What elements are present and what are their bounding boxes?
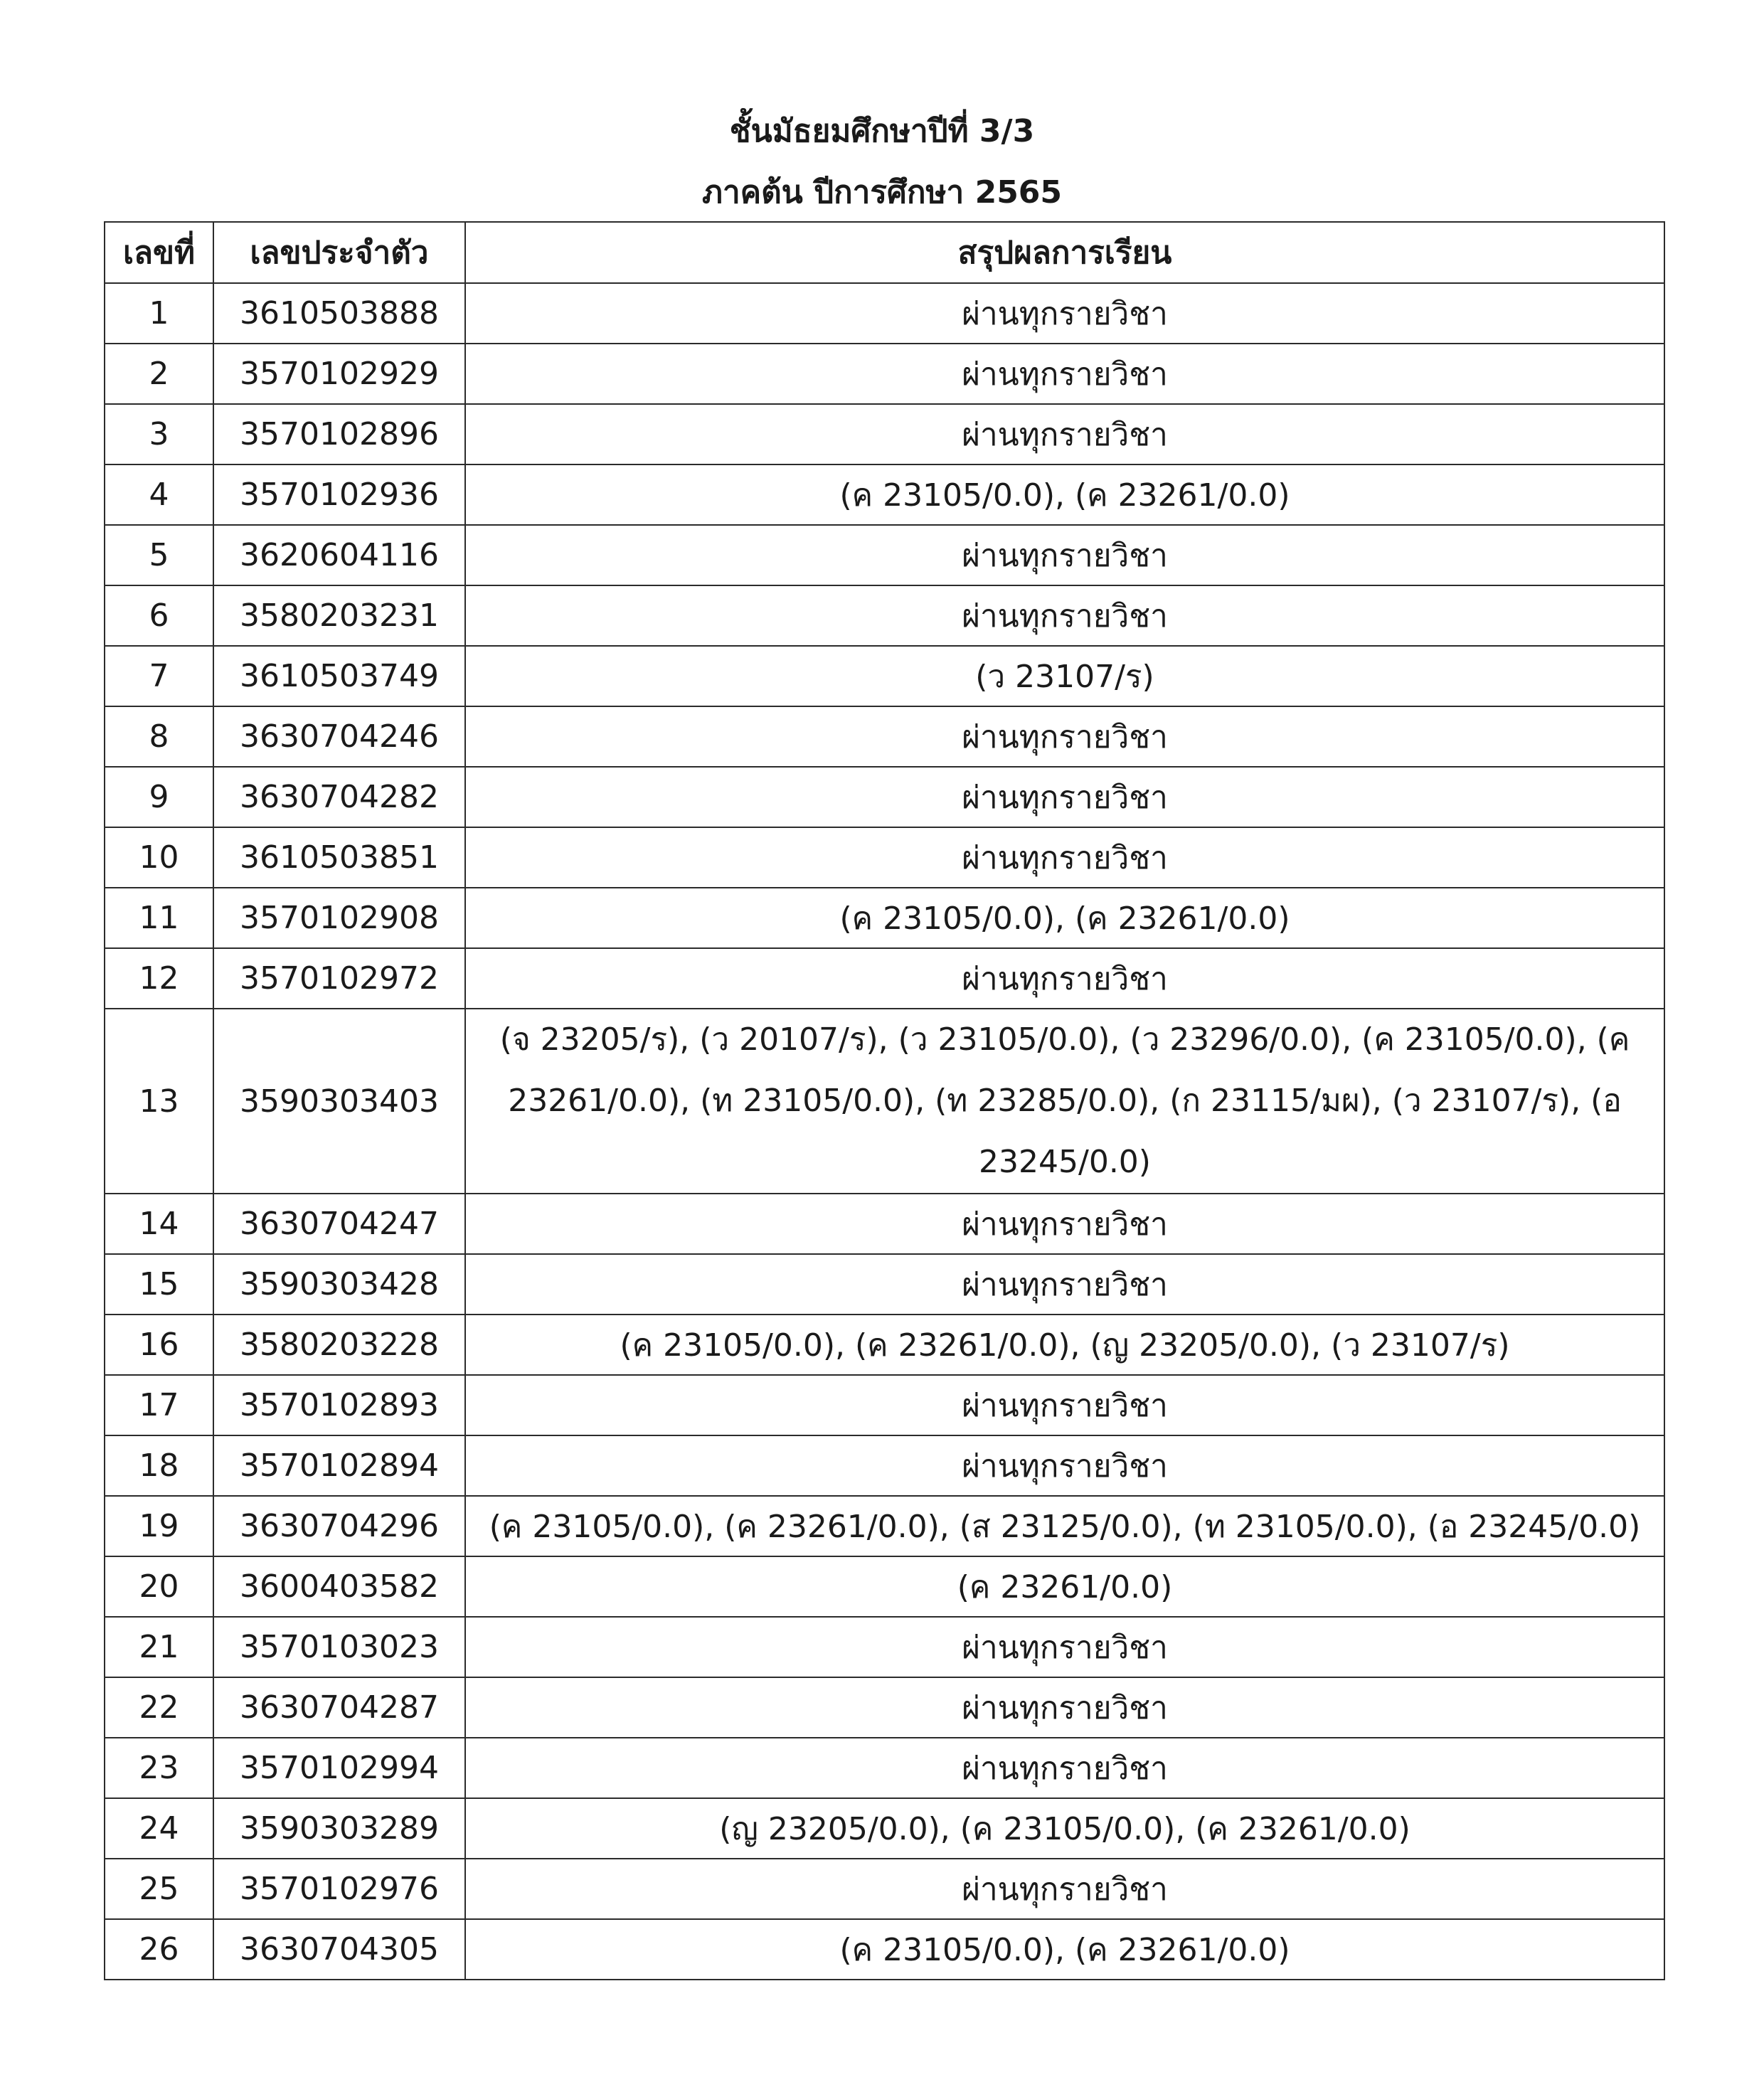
- cell-result: ผ่านทุกรายวิชา: [465, 827, 1664, 888]
- cell-student-id: 3610503888: [213, 283, 465, 344]
- cell-result: ผ่านทุกรายวิชา: [465, 948, 1664, 1009]
- cell-number: 23: [105, 1738, 213, 1798]
- cell-student-id: 3570102893: [213, 1375, 465, 1435]
- cell-student-id: 3630704246: [213, 706, 465, 767]
- cell-student-id: 3570102908: [213, 888, 465, 948]
- cell-number: 13: [105, 1009, 213, 1194]
- cell-result: (ค 23105/0.0), (ค 23261/0.0), (ส 23125/0.0), (ท 23105/0.0), (อ 23245/0.0): [465, 1496, 1664, 1556]
- table-row: [105, 1556, 1664, 1617]
- cell-result: (ว 23107/ร): [465, 646, 1664, 706]
- results-table: [104, 221, 1665, 1980]
- cell-number: 26: [105, 1919, 213, 1980]
- column-header-student-id: เลขประจำตัว: [213, 222, 465, 283]
- cell-result: ผ่านทุกรายวิชา: [465, 1194, 1664, 1254]
- table-row: [105, 525, 1664, 585]
- table-row: [105, 1798, 1664, 1859]
- cell-student-id: 3570103023: [213, 1617, 465, 1677]
- cell-result: (ค 23105/0.0), (ค 23261/0.0): [465, 1919, 1664, 1980]
- cell-number: 19: [105, 1496, 213, 1556]
- cell-student-id: 3610503851: [213, 827, 465, 888]
- cell-number: 7: [105, 646, 213, 706]
- cell-number: 21: [105, 1617, 213, 1677]
- cell-result: ผ่านทุกรายวิชา: [465, 344, 1664, 404]
- cell-number: 18: [105, 1435, 213, 1496]
- cell-result: ผ่านทุกรายวิชา: [465, 585, 1664, 646]
- cell-result: ผ่านทุกรายวิชา: [465, 1859, 1664, 1919]
- table-row: [105, 827, 1664, 888]
- cell-student-id: 3580203228: [213, 1315, 465, 1375]
- cell-student-id: 3580203231: [213, 585, 465, 646]
- cell-number: 1: [105, 283, 213, 344]
- table-row: [105, 767, 1664, 827]
- cell-result: (ญ 23205/0.0), (ค 23105/0.0), (ค 23261/0.0): [465, 1798, 1664, 1859]
- cell-number: 3: [105, 404, 213, 464]
- table-row: [105, 1315, 1664, 1375]
- cell-student-id: 3570102936: [213, 464, 465, 525]
- cell-student-id: 3610503749: [213, 646, 465, 706]
- table-header-row: [105, 222, 1664, 283]
- table-row: [105, 1677, 1664, 1738]
- cell-student-id: 3570102929: [213, 344, 465, 404]
- table-row: [105, 1254, 1664, 1315]
- cell-number: 22: [105, 1677, 213, 1738]
- cell-result: (จ 23205/ร), (ว 20107/ร), (ว 23105/0.0), (ว 23296/0.0), (ค 23105/0.0), (ค 23261/0.0), (ท 23105/0.0), (ท 23285/0.0), (ก 23115/มผ), (ว 23107/ร), (อ 23245/0.0): [465, 1009, 1664, 1194]
- cell-result: ผ่านทุกรายวิชา: [465, 1617, 1664, 1677]
- cell-number: 10: [105, 827, 213, 888]
- cell-student-id: 3570102972: [213, 948, 465, 1009]
- page-subtitle: ภาคต้น ปีการศึกษา 2565: [701, 174, 1063, 211]
- table-body: [105, 283, 1664, 1980]
- cell-student-id: 3570102976: [213, 1859, 465, 1919]
- column-header-result: สรุปผลการเรียน: [465, 222, 1664, 283]
- cell-number: 20: [105, 1556, 213, 1617]
- cell-result: (ค 23105/0.0), (ค 23261/0.0), (ญ 23205/0.0), (ว 23107/ร): [465, 1315, 1664, 1375]
- page-title: ชั้นมัธยมศึกษาปีที่ 3/3: [729, 113, 1035, 149]
- table-row: [105, 1617, 1664, 1677]
- table-row: [105, 283, 1664, 344]
- cell-result: ผ่านทุกรายวิชา: [465, 1677, 1664, 1738]
- cell-student-id: 3590303428: [213, 1254, 465, 1315]
- table-row: [105, 948, 1664, 1009]
- cell-number: 2: [105, 344, 213, 404]
- cell-student-id: 3590303289: [213, 1798, 465, 1859]
- cell-student-id: 3600403582: [213, 1556, 465, 1617]
- cell-result: ผ่านทุกรายวิชา: [465, 1738, 1664, 1798]
- table-row: [105, 1009, 1664, 1194]
- table-row: [105, 1496, 1664, 1556]
- cell-student-id: 3630704305: [213, 1919, 465, 1980]
- table-row: [105, 404, 1664, 464]
- cell-number: 15: [105, 1254, 213, 1315]
- cell-student-id: 3630704287: [213, 1677, 465, 1738]
- cell-number: 17: [105, 1375, 213, 1435]
- table-row: [105, 888, 1664, 948]
- table-row: [105, 585, 1664, 646]
- table-row: [105, 1375, 1664, 1435]
- table-row: [105, 1919, 1664, 1980]
- cell-student-id: 3630704282: [213, 767, 465, 827]
- table-row: [105, 1738, 1664, 1798]
- table-row: [105, 344, 1664, 404]
- cell-student-id: 3630704247: [213, 1194, 465, 1254]
- cell-number: 8: [105, 706, 213, 767]
- cell-number: 6: [105, 585, 213, 646]
- cell-result: ผ่านทุกรายวิชา: [465, 706, 1664, 767]
- cell-number: 5: [105, 525, 213, 585]
- cell-result: ผ่านทุกรายวิชา: [465, 283, 1664, 344]
- cell-number: 24: [105, 1798, 213, 1859]
- cell-result: ผ่านทุกรายวิชา: [465, 1375, 1664, 1435]
- table-row: [105, 464, 1664, 525]
- cell-student-id: 3620604116: [213, 525, 465, 585]
- cell-number: 14: [105, 1194, 213, 1254]
- cell-student-id: 3570102896: [213, 404, 465, 464]
- column-header-number: เลขที่: [105, 222, 213, 283]
- table-row: [105, 1859, 1664, 1919]
- cell-number: 9: [105, 767, 213, 827]
- table-row: [105, 1194, 1664, 1254]
- cell-result: ผ่านทุกรายวิชา: [465, 525, 1664, 585]
- cell-student-id: 3630704296: [213, 1496, 465, 1556]
- cell-result: ผ่านทุกรายวิชา: [465, 404, 1664, 464]
- cell-result: (ค 23105/0.0), (ค 23261/0.0): [465, 888, 1664, 948]
- cell-student-id: 3590303403: [213, 1009, 465, 1194]
- cell-number: 11: [105, 888, 213, 948]
- cell-student-id: 3570102994: [213, 1738, 465, 1798]
- cell-result: (ค 23261/0.0): [465, 1556, 1664, 1617]
- cell-student-id: 3570102894: [213, 1435, 465, 1496]
- cell-result: (ค 23105/0.0), (ค 23261/0.0): [465, 464, 1664, 525]
- table-row: [105, 1435, 1664, 1496]
- table-row: [105, 706, 1664, 767]
- cell-number: 25: [105, 1859, 213, 1919]
- cell-result: ผ่านทุกรายวิชา: [465, 1254, 1664, 1315]
- cell-number: 4: [105, 464, 213, 525]
- cell-number: 16: [105, 1315, 213, 1375]
- cell-result: ผ่านทุกรายวิชา: [465, 767, 1664, 827]
- cell-result: ผ่านทุกรายวิชา: [465, 1435, 1664, 1496]
- cell-number: 12: [105, 948, 213, 1009]
- table-row: [105, 646, 1664, 706]
